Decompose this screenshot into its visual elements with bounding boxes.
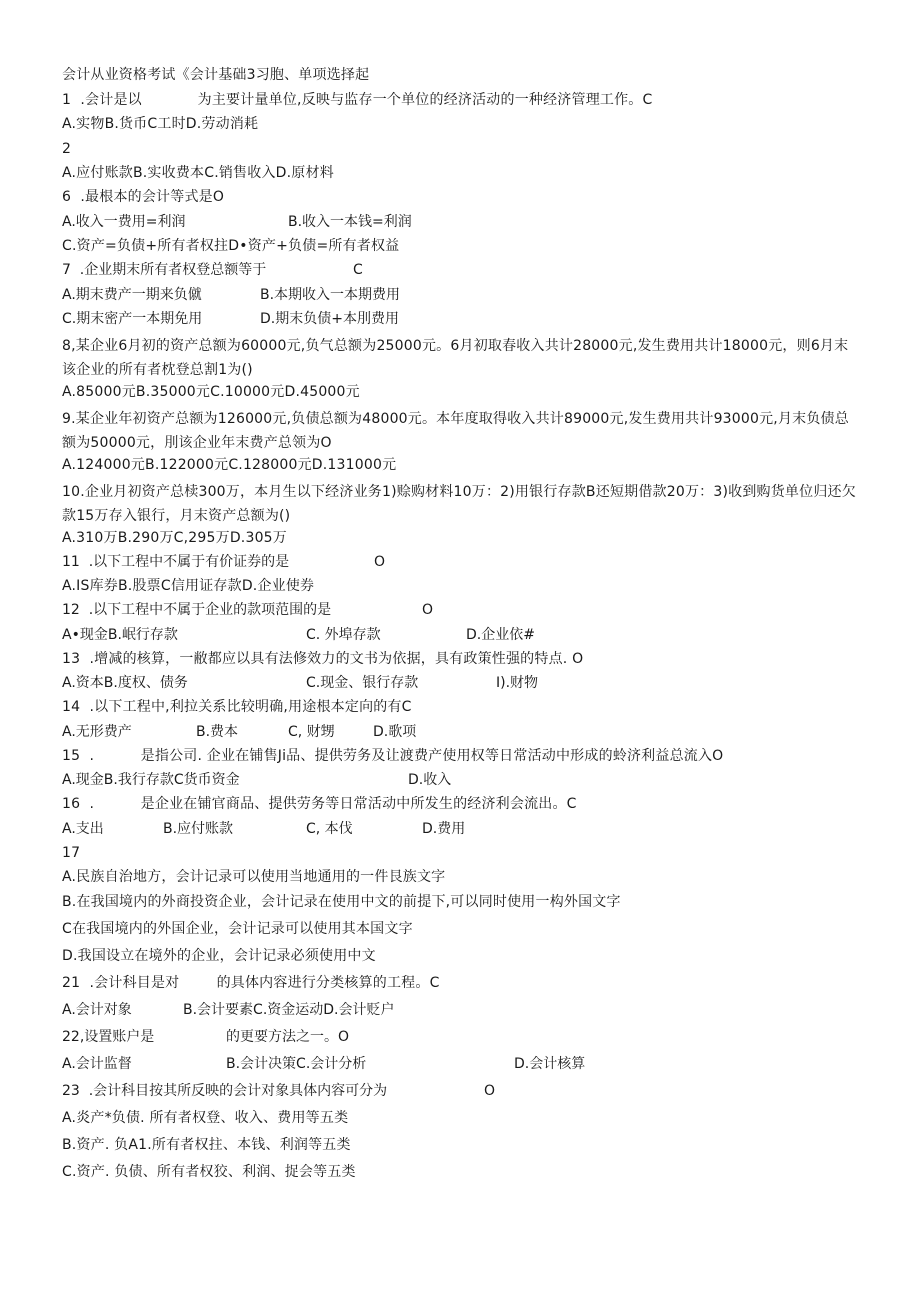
option-22a: A.会计监督 [62, 1056, 132, 1072]
option-14c: C, 财甥 [288, 724, 335, 740]
options-6cd: C.资产=负债+所有者权拄D•资产+负债=所有者权益 [62, 238, 400, 254]
question-14: 14 .以下工程中,利拉关系比较明确,用途根本定向的有C [62, 699, 412, 715]
question-16: 16 . 是企业在铺官商品、提供劳务等日常活动中所发生的经济利会流出。C [62, 796, 577, 812]
question-6: 6 .最根本的会计等式是O [62, 189, 225, 205]
question-13: 13 .增减的核算，一敝都应以具有法修效力的文书为依据，具有政策性强的特点. O [62, 651, 584, 667]
option-15d: D.收入 [408, 772, 452, 788]
option-16b: B.应付账款 [163, 821, 234, 837]
question-1: 1 .会计是以 为主要计量单位,反映与监存一个单位的经济活动的一种经济管理工作。C [62, 92, 653, 108]
options-2: A.应付账款B.实收费本C.销售收入D.原材料 [62, 165, 334, 181]
option-7a: A.期末费产一期来负僦 [62, 287, 202, 303]
option-12ab: A•现金B.岷行存款 [62, 627, 178, 643]
question-11: 11 .以下工程中不属于有价证券的是 [62, 554, 290, 570]
option-12d: D.企业依# [466, 627, 535, 643]
option-16d: D.费用 [422, 821, 466, 837]
option-21a: A.会计对象 [62, 1002, 132, 1018]
option-14d: D.歌项 [373, 724, 417, 740]
option-16a: A.支出 [62, 821, 104, 837]
options-1: A.实物B.货币C工时D.劳动消耗 [62, 116, 259, 132]
question-17: 17 [62, 845, 81, 861]
question-7-answer: C [353, 262, 363, 278]
question-23-answer: O [484, 1083, 496, 1099]
question-8: 8,某企业6月初的资产总额为60000元,负气总额为25000元。6月初取春收入共计28000元,发生费用共计18000元，则6月末该企业的所有者枕登总割1为() [62, 338, 849, 378]
option-6b: B.收入一本钱=利润 [288, 214, 412, 230]
question-22: 22,设置账户是 [62, 1029, 155, 1045]
option-17d: D.我国设立在境外的企业，会计记录必须使用中文 [62, 948, 376, 964]
option-22d: D.会计核算 [514, 1056, 586, 1072]
question-7: 7 .企业期末所有者权登总额等于 [62, 262, 267, 278]
option-17b: B.在我国境内的外商投资企业，会计记录在使用中文的前提下,可以同时使用一构外国文字 [62, 894, 621, 910]
options-9: A.124000元B.122000元C.128000元D.131000元 [62, 457, 397, 473]
option-13d: I).财物 [496, 675, 539, 691]
options-11: A.IS库券B.股票C信用证存款D.企业使券 [62, 578, 315, 594]
option-22bc: B.会计决策C.会计分析 [226, 1056, 367, 1072]
option-23b: B.资产. 负A1.所有者权拄、本钱、利润等五类 [62, 1137, 351, 1153]
question-21: 21 .会计科目是对 的具体内容进行分类核算的工程。C [62, 975, 440, 991]
option-14a: A.无形费产 [62, 724, 132, 740]
option-21bcd: B.会计要素C.资金运动D.会计贬户 [183, 1002, 395, 1018]
option-16c: C, 本伐 [306, 821, 353, 837]
option-13c: C.现金、银行存款 [306, 675, 419, 691]
question-12-answer: O [422, 602, 434, 618]
question-11-answer: O [374, 554, 386, 570]
options-10: A.310万B.290万C,295万D.305万 [62, 530, 287, 546]
question-22-cont: 的更要方法之一。O [226, 1029, 350, 1045]
option-15abc: A.现金B.我行存款C货币资金 [62, 772, 240, 788]
option-7d: D.期末负债+本刖费用 [260, 311, 399, 327]
option-7c: C.期末密产一本期免用 [62, 311, 203, 327]
option-6a: A.收入一费用=利润 [62, 214, 186, 230]
option-13ab: A.资本B.度权、债务 [62, 675, 188, 691]
option-17c: C在我国境内的外国企业，会计记录可以使用其本国文字 [62, 921, 413, 937]
option-12c: C. 外埠存款 [306, 627, 381, 643]
option-23a: A.炎产*负债. 所有者权登、收入、费用等五类 [62, 1110, 349, 1126]
document-title: 会计从业资格考试《会计基础3习胞、单项选择起 [62, 67, 370, 83]
question-23: 23 .会计科目按其所反映的会计对象具体内容可分为 [62, 1083, 388, 1099]
question-12: 12 .以下工程中不属于企业的款项范围的是 [62, 602, 332, 618]
option-7b: B.本期收入一本期费用 [260, 287, 401, 303]
question-9: 9.某企业年初资产总额为126000元,负债总额为48000元。本年度取得收入共计89000元,发生费用共计93000元,月末负债总额为50000元，刖该企业年末费产总领为O [62, 411, 849, 451]
question-2: 2 [62, 141, 72, 157]
option-23c: C.资产. 负债、所有者权狡、利润、捉会等五类 [62, 1164, 356, 1180]
options-8: A.85000元B.35000元C.10000元D.45000元 [62, 384, 360, 400]
option-14b: B.费本 [196, 724, 239, 740]
question-10: 10.企业月初资产总椟300万，本月生以下经济业务1)赊购材料10万：2)用银行存款B还短期借款20万：3)收到购货单位归还欠款15万存入银行，月末资产总额为() [62, 484, 856, 524]
question-15: 15 . 是指公司. 企业在铺售Ji品、提供劳务及让渡费产使用权等日常活动中形成的蛉济利益总流入O [62, 748, 724, 764]
option-17a: A.民族自治地方，会计记录可以使用当地通用的一件艮族文字 [62, 869, 446, 885]
